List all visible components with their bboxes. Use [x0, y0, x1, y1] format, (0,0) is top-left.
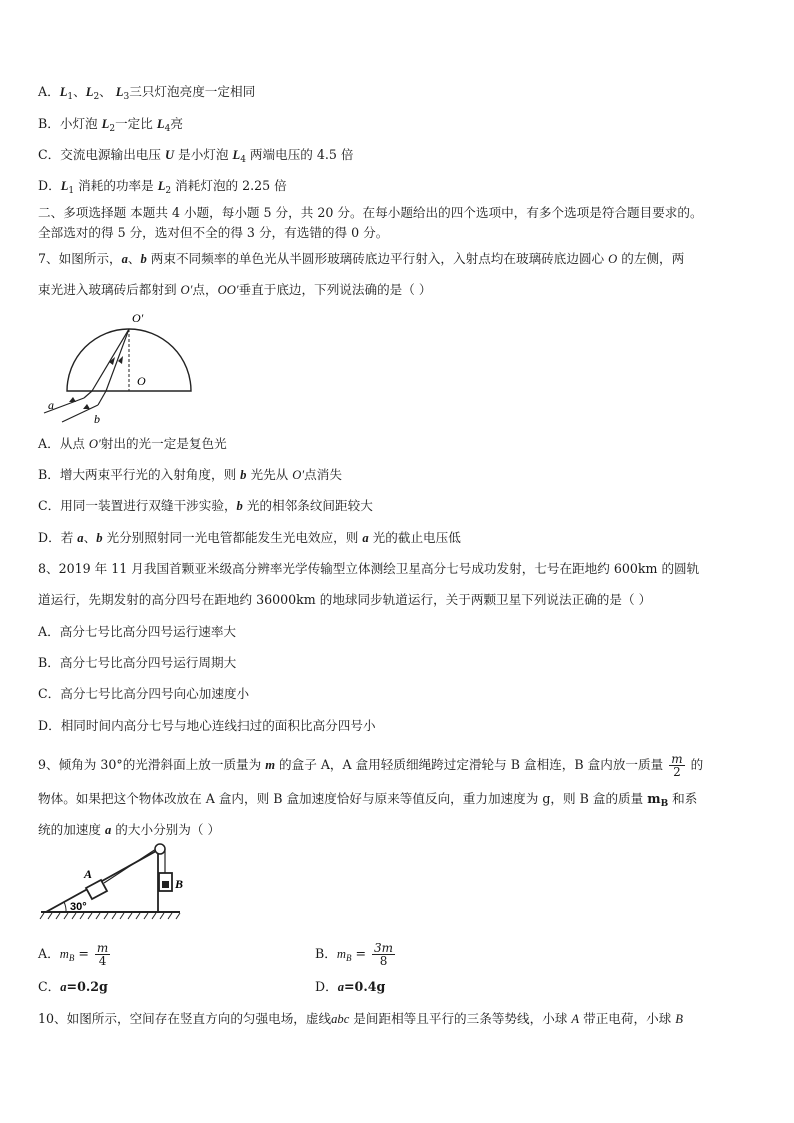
fig-label-a: A — [84, 867, 93, 881]
fig-label-oprime: O′ — [132, 311, 144, 325]
q8-option-d: D．相同时间内高分七号与地心连线扫过的面积比高分四号小 — [38, 718, 376, 733]
q9-option-a: A．$m_B$ = $\frac{m}{4}$ — [38, 941, 109, 968]
q7-option-b: B．增大两束平行光的入射角度，则 b 光先从 O′点消失 — [38, 467, 342, 482]
q8-stem-line2: 道运行，先期发射的高分四号在距地约 36000km 的地球同步轨道运行，关于两颗卫星下列说法正确的是（ ） — [38, 592, 652, 607]
q9-option-b: B．$m_B$ = $\frac{3m}{8}$ — [315, 941, 394, 968]
q7-option-a: A．从点 O′射出的光一定是复色光 — [38, 436, 227, 451]
q9-stem-line1: 9、倾角为 30°的光滑斜面上放一质量为 m 的盒子 A，A 盒用轻质细绳跨过定滑轮与 B 盒相连，B 盒内放一质量 $\frac{m}{2}$ 的 — [38, 752, 704, 779]
q6-option-d: D．$L_1$ 消耗的功率是 $L_2$ 消耗灯泡的 2.25 倍 — [38, 178, 287, 196]
fig-label-a: a — [48, 398, 54, 412]
q9-option-c: C．a=0.2g — [38, 979, 108, 994]
fig-label-o: O — [137, 374, 146, 388]
q7-stem-line1: 7、如图所示，a、b 两束不同频率的单色光从半圆形玻璃砖底边平行射入，入射点均在玻璃砖底边圆心 O 的左侧，两 — [38, 251, 685, 266]
fig-label-b: b — [94, 412, 100, 426]
q9-stem-line3: 统的加速度 a 的大小分别为（ ） — [38, 822, 221, 837]
q9-option-d: D．a=0.4g — [315, 979, 386, 994]
q8-option-c: C．高分七号比高分四号向心加速度小 — [38, 686, 250, 701]
fig-label-angle: 30° — [70, 901, 87, 913]
q6-option-c: C．交流电源输出电压 U 是小灯泡 $L_4$ 两端电压的 4.5 倍 — [38, 147, 354, 165]
q6-option-b: B．小灯泡 $L_2$一定比 $L_4$亮 — [38, 116, 183, 134]
q7-option-d: D．若 a、b 光分别照射同一光电管都能发生光电效应，则 a 光的截止电压低 — [38, 530, 461, 545]
q9-fraction-m-over-2: $\frac{m}{2}$ — [671, 752, 683, 779]
q8-stem-line1: 8、2019 年 11 月我国首颗亚米级高分辨率光学传输型立体测绘卫星高分七号成功发射，七号在距地约 600km 的圆轨 — [38, 561, 700, 576]
fig-label-b: B — [175, 877, 184, 891]
q6-option-a: A．$L_1$、$L_2$、 $L_3$三只灯泡亮度一定相同 — [38, 84, 256, 102]
q8-option-b: B．高分七号比高分四号运行周期大 — [38, 655, 237, 670]
q7-stem-line2: 束光进入玻璃砖后都射到 O′点，OO′垂直于底边，下列说法确的是（ ） — [38, 282, 432, 297]
section2-heading-line2: 全部选对的得 5 分，选对但不全的得 3 分，有选错的得 0 分。 — [38, 225, 389, 240]
q9-stem-line2: 物体。如果把这个物体改放在 A 盒内，则 B 盒加速度恰好与原来等值反向，重力加速度为 g，则 B 盒的质量 $m_B$ 和系 — [38, 791, 698, 809]
q7-glass-semicircle-figure — [36, 305, 206, 427]
section2-heading-line1: 二、多项选择题 本题共 4 小题，每小题 5 分，共 20 分。在每小题给出的四个选项中，有多个选项是符合题目要求的。 — [38, 205, 703, 220]
q10-stem-line1: 10、如图所示，空间存在竖直方向的匀强电场，虚线abc 是间距相等且平行的三条等势线，小球 A 带正电荷，小球 B — [38, 1011, 683, 1026]
q9-incline-pulley-figure — [38, 841, 188, 921]
q7-option-c: C．用同一装置进行双缝干涉实验，b 光的相邻条纹间距较大 — [38, 498, 373, 513]
q8-option-a: A．高分七号比高分四号运行速率大 — [38, 624, 237, 639]
